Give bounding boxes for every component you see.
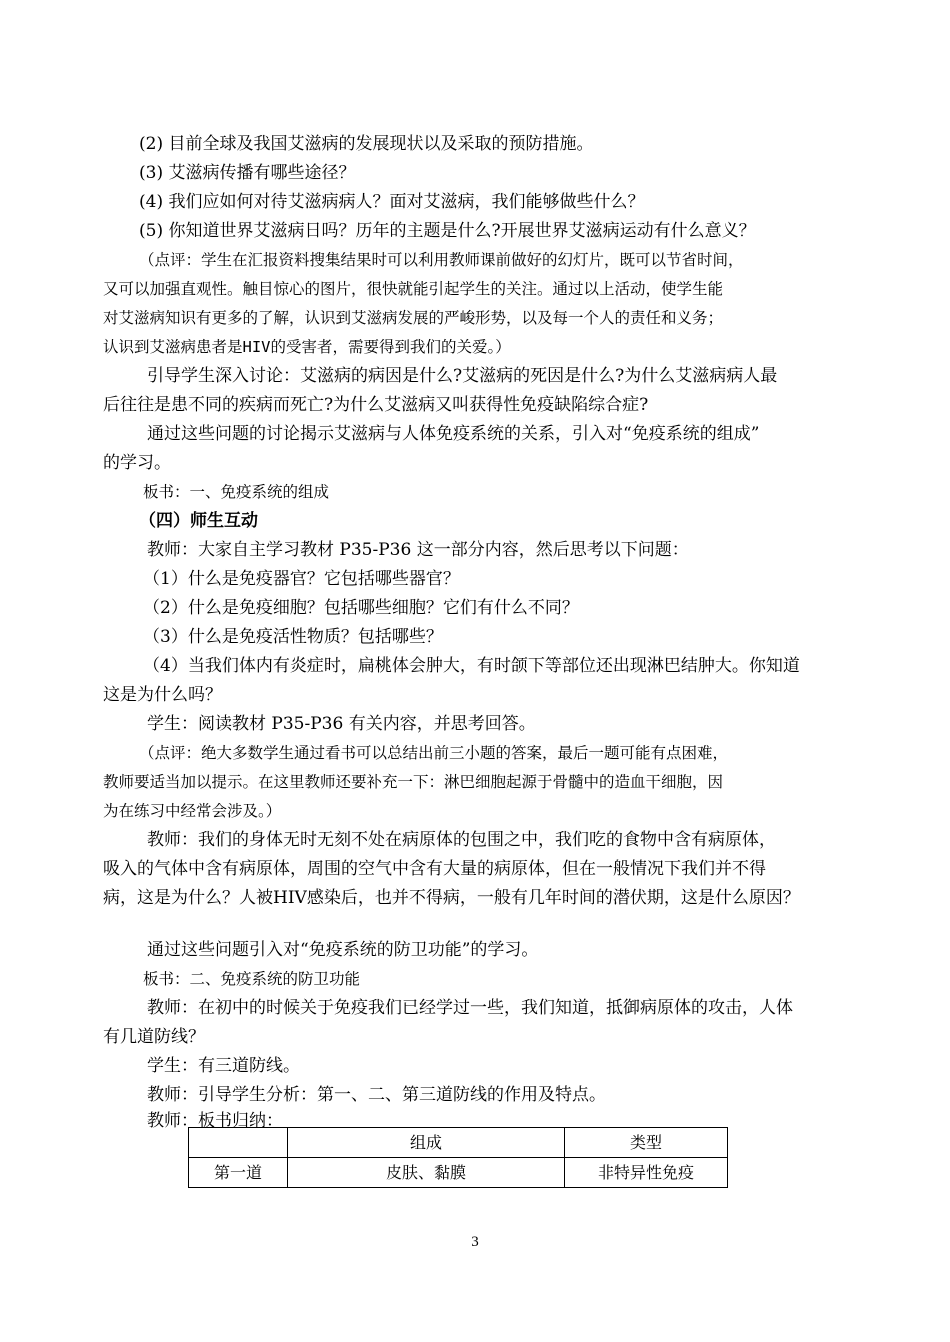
table-cell: 第一道 [189, 1158, 288, 1188]
question-item: （2）什么是免疫细胞？包括哪些细胞？它们有什么不同？ [143, 598, 579, 618]
section-heading: （四）师生互动 [139, 511, 258, 531]
board-note-1: 板书：一、免疫系统的组成 [143, 483, 330, 501]
teacher-line: 有几道防线？ [103, 1027, 205, 1047]
table-header-row [189, 1128, 728, 1158]
board-note-2: 板书：二、免疫系统的防卫功能 [143, 970, 361, 988]
table-cell: 非特异性免疫 [565, 1158, 728, 1188]
page-number: 3 [471, 1234, 479, 1250]
table-cell: 皮肤、黏膜 [288, 1158, 565, 1188]
transition-line: 通过这些问题的讨论揭示艾滋病与人体免疫系统的关系，引入对“免疫系统的组成” [147, 424, 760, 444]
table-header-cell [189, 1128, 288, 1158]
transition-line: 通过这些问题引入对“免疫系统的防卫功能”的学习。 [147, 940, 539, 960]
teacher-line: 教师：大家自主学习教材 P35-P36 这一部分内容，然后思考以下问题： [147, 540, 689, 560]
question-item: （4）当我们体内有炎症时，扁桃体会肿大，有时颌下等部位还出现淋巴结肿大。你知道 [143, 656, 800, 676]
question-item: 这是为什么吗？ [103, 685, 222, 705]
student-line: 学生：阅读教材 P35-P36 有关内容，并思考回答。 [147, 714, 536, 734]
comment-line: 对艾滋病知识有更多的了解，认识到艾滋病发展的严峻形势，以及每一个人的责任和义务； [103, 309, 724, 327]
teacher-line: 教师：板书归纳： [147, 1111, 283, 1131]
question-item: （1）什么是免疫器官？它包括哪些器官？ [143, 569, 460, 589]
transition-line: 的学习。 [103, 453, 171, 473]
question-5: (5) 你知道世界艾滋病日吗？历年的主题是什么?开展世界艾滋病运动有什么意义？ [139, 221, 756, 241]
question-item: （3）什么是免疫活性物质？包括哪些？ [143, 627, 443, 647]
table-row [189, 1158, 728, 1188]
question-3: (3) 艾滋病传播有哪些途径？ [139, 163, 356, 183]
teacher-line: 教师：我们的身体无时无刻不处在病原体的包围之中，我们吃的食物中含有病原体， [147, 830, 776, 850]
discussion-line: 引导学生深入讨论：艾滋病的病因是什么?艾滋病的死因是什么?为什么艾滋病病人最 [147, 366, 778, 386]
teacher-line: 教师：在初中的时候关于免疫我们已经学过一些，我们知道，抵御病原体的攻击，人体 [147, 998, 793, 1018]
comment-line: 又可以加强直观性。触目惊心的图片，很快就能引起学生的关注。通过以上活动，使学生能 [103, 280, 724, 298]
defense-lines-table [188, 1127, 728, 1188]
table-header-cell: 组成 [288, 1128, 565, 1158]
question-2: (2) 目前全球及我国艾滋病的发展现状以及采取的预防措施。 [139, 134, 594, 154]
discussion-line: 后往往是患不同的疾病而死亡?为什么艾滋病又叫获得性免疫缺陷综合症? [103, 395, 649, 415]
table-header-cell: 类型 [565, 1128, 728, 1158]
student-line: 学生：有三道防线。 [147, 1056, 300, 1076]
comment-line: 为在练习中经常会涉及。） [103, 802, 282, 820]
comment-line: （点评：绝大多数学生通过看书可以总结出前三小题的答案，最后一题可能有点困难， [139, 744, 729, 762]
teacher-line: 吸入的气体中含有病原体，周围的空气中含有大量的病原体，但在一般情况下我们并不得 [103, 859, 766, 879]
teacher-line: 病，这是为什么？人被HIV感染后，也并不得病，一般有几年时间的潜伏期，这是什么原因？ [103, 888, 800, 908]
comment-line: 教师要适当加以提示。在这里教师还要补充一下：淋巴细胞起源于骨髓中的造血干细胞，因 [103, 773, 724, 791]
question-4: (4) 我们应如何对待艾滋病病人？面对艾滋病，我们能够做些什么？ [139, 192, 645, 212]
comment-line: 认识到艾滋病患者是HIV的受害者，需要得到我们的关爱。） [103, 338, 511, 356]
teacher-line: 教师：引导学生分析：第一、二、第三道防线的作用及特点。 [147, 1085, 606, 1105]
comment-line: （点评：学生在汇报资料搜集结果时可以利用教师课前做好的幻灯片，既可以节省时间， [139, 251, 744, 269]
